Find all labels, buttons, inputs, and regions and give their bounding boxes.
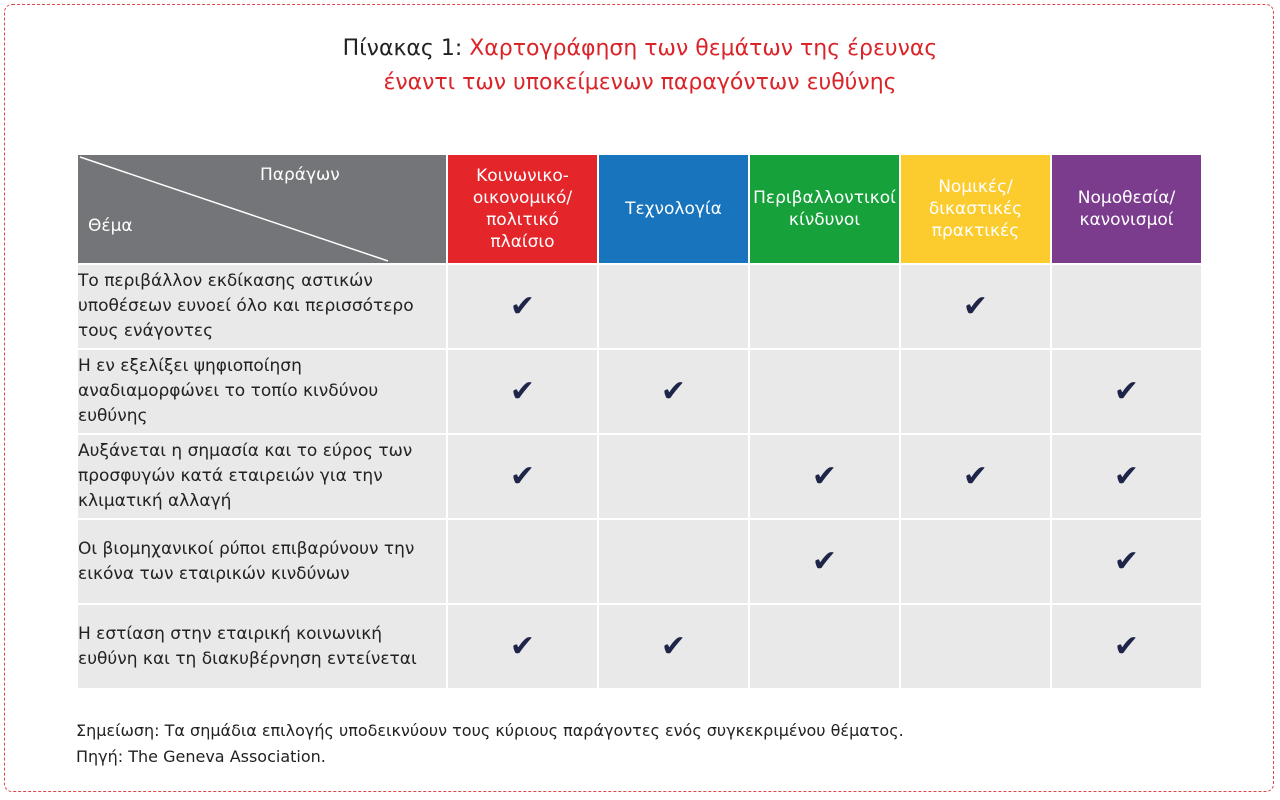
factor-label: Παράγων (260, 165, 340, 185)
header-row (78, 155, 1201, 263)
column-header-1 (448, 155, 597, 263)
check-cell (901, 265, 1050, 348)
check-icon: ✔ (509, 288, 536, 324)
check-cell (1052, 350, 1201, 433)
source-text: Πηγή: The Geneva Association. (76, 747, 326, 766)
check-icon: ✔ (660, 373, 687, 409)
title-prefix: Πίνακας 1: (342, 36, 463, 61)
column-header-label: Νομοθεσία/ κανονισμοί (1077, 188, 1176, 230)
check-icon: ✔ (660, 628, 687, 664)
footnote (76, 718, 904, 770)
table-row (78, 605, 1201, 688)
table-row (78, 265, 1201, 348)
check-cell (448, 265, 597, 348)
check-icon: ✔ (962, 458, 989, 494)
check-icon: ✔ (1113, 373, 1140, 409)
check-cell (750, 350, 899, 433)
table-title (0, 32, 1280, 100)
check-cell (750, 435, 899, 518)
check-icon: ✔ (1113, 458, 1140, 494)
check-icon: ✔ (811, 458, 838, 494)
check-cell (448, 350, 597, 433)
check-icon: ✔ (1113, 543, 1140, 579)
check-cell (448, 520, 597, 603)
column-header-3 (750, 155, 899, 263)
check-cell (599, 435, 748, 518)
check-cell (1052, 265, 1201, 348)
title-text-1: Χαρτογράφηση των θεμάτων της έρευνας (469, 36, 938, 61)
corner-header-cell (78, 155, 446, 263)
topic-cell: Η εστίαση στην εταιρική κοινωνική ευθύνη και τη διακυβέρνηση εντείνεται (78, 605, 446, 688)
topic-cell: Η εν εξελίξει ψηφιοποίηση αναδιαμορφώνει το τοπίο κινδύνου ευθύνης (78, 350, 446, 433)
check-cell (1052, 435, 1201, 518)
check-cell (448, 605, 597, 688)
topic-cell: Οι βιομηχανικοί ρύποι επιβαρύνουν την εικόνα των εταιρικών κινδύνων (78, 520, 446, 603)
check-cell (750, 265, 899, 348)
column-header-5 (1052, 155, 1201, 263)
check-icon: ✔ (509, 373, 536, 409)
check-cell (750, 520, 899, 603)
check-icon: ✔ (962, 288, 989, 324)
column-header-label: Νομικές/ δικαστικές πρακτικές (928, 177, 1023, 241)
note-text: Σημείωση: Τα σημάδια επιλογής υποδεικνύουν τους κύριους παράγοντες ενός συγκεκριμένου θέματος. (76, 721, 904, 740)
check-cell (750, 605, 899, 688)
title-line-1 (0, 32, 1280, 66)
topic-cell: Αυξάνεται η σημασία και το εύρος των προσφυγών κατά εταιρειών για την κλιματική αλλαγή (78, 435, 446, 518)
check-icon: ✔ (509, 458, 536, 494)
table-row (78, 435, 1201, 518)
check-cell (1052, 605, 1201, 688)
check-cell (901, 435, 1050, 518)
check-cell (599, 520, 748, 603)
check-icon: ✔ (509, 628, 536, 664)
check-cell (599, 605, 748, 688)
column-header-label: Τεχνολογία (625, 199, 722, 219)
check-cell (901, 605, 1050, 688)
column-header-label: Περιβαλλοντικοί κίνδυνοι (753, 188, 896, 230)
check-cell (1052, 520, 1201, 603)
check-cell (901, 350, 1050, 433)
table-row (78, 350, 1201, 433)
column-header-label: Κοινωνικο- οικονομικό/ πολιτικό πλαίσιο (472, 166, 573, 252)
check-cell (599, 265, 748, 348)
mapping-table (76, 153, 1203, 690)
column-header-2 (599, 155, 748, 263)
topic-cell: Το περιβάλλον εκδίκασης αστικών υποθέσεων ευνοεί όλο και περισσότερο τους ενάγοντες (78, 265, 446, 348)
check-icon: ✔ (811, 543, 838, 579)
check-icon: ✔ (1113, 628, 1140, 664)
check-cell (448, 435, 597, 518)
topic-label: Θέμα (88, 216, 133, 236)
title-line-2: έναντι των υποκείμενων παραγόντων ευθύνης (383, 70, 897, 95)
table-row (78, 520, 1201, 603)
check-cell (599, 350, 748, 433)
check-cell (901, 520, 1050, 603)
column-header-4 (901, 155, 1050, 263)
